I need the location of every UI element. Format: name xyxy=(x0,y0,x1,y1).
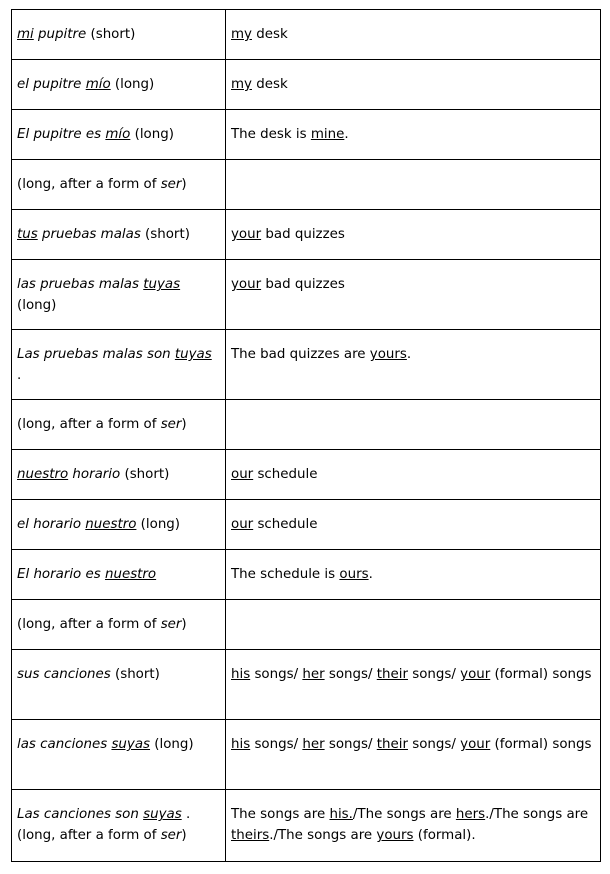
run: songs/ xyxy=(250,737,303,752)
run: horario xyxy=(68,467,121,482)
table-row xyxy=(12,10,601,60)
run: songs/ xyxy=(407,667,461,682)
spanish-cell xyxy=(12,790,226,862)
run: (long) xyxy=(150,737,194,752)
run: sus canciones xyxy=(17,667,111,682)
run: desk xyxy=(251,27,288,42)
run: The bad quizzes are xyxy=(231,347,370,362)
table-row xyxy=(12,210,601,260)
run: mío xyxy=(105,127,131,142)
spanish-cell xyxy=(12,260,226,330)
english-cell xyxy=(226,60,601,110)
run: songs/ xyxy=(250,667,303,682)
run: las canciones xyxy=(17,737,112,752)
english-cell xyxy=(226,790,601,862)
spanish-cell xyxy=(12,450,226,500)
run: ./The songs are xyxy=(485,807,589,822)
run: ser xyxy=(160,828,182,843)
run: . xyxy=(344,127,349,142)
run: ) xyxy=(181,177,187,192)
run: (long) xyxy=(130,127,174,142)
run: El pupitre es xyxy=(17,127,106,142)
run: (formal) songs xyxy=(490,737,592,752)
english-cell xyxy=(226,550,601,600)
run: (long, after a form of xyxy=(17,417,161,432)
spanish-cell xyxy=(12,550,226,600)
english-cell xyxy=(226,110,601,160)
run: mío xyxy=(85,77,111,92)
run: suyas xyxy=(143,807,182,822)
english-cell xyxy=(226,720,601,790)
run: (long) xyxy=(17,298,57,313)
run: (short) xyxy=(110,667,160,682)
run: his. xyxy=(329,807,353,822)
spanish-cell xyxy=(12,210,226,260)
run: ./The songs are xyxy=(269,828,377,843)
run: pruebas malas xyxy=(37,227,141,242)
english-cell xyxy=(226,160,601,210)
run: their xyxy=(376,667,408,682)
table-row xyxy=(12,330,601,400)
run: nuestro xyxy=(85,517,137,532)
spanish-cell xyxy=(12,10,226,60)
run: . xyxy=(406,347,412,362)
run: (long) xyxy=(136,517,181,532)
run: nuestro xyxy=(17,467,69,482)
run: /The songs are xyxy=(352,807,456,822)
run: mi xyxy=(17,27,34,42)
table-row xyxy=(12,600,601,650)
table-row xyxy=(12,450,601,500)
spanish-cell xyxy=(12,650,226,720)
run: songs/ xyxy=(407,737,461,752)
run: her xyxy=(302,737,325,752)
run: schedule xyxy=(253,467,318,482)
run: . xyxy=(17,368,22,383)
run: . (long, after a form of xyxy=(17,807,191,843)
run: ser xyxy=(160,417,182,432)
run: songs/ xyxy=(324,737,377,752)
english-cell xyxy=(226,210,601,260)
run: ours xyxy=(339,567,369,582)
spanish-cell xyxy=(12,720,226,790)
spanish-cell xyxy=(12,110,226,160)
table-row xyxy=(12,110,601,160)
run: hers xyxy=(455,807,486,822)
run: el pupitre xyxy=(17,77,86,92)
run: nuestro xyxy=(104,567,157,582)
run: his xyxy=(231,667,251,682)
run: our xyxy=(231,467,254,482)
english-cell xyxy=(226,500,601,550)
english-cell xyxy=(226,400,601,450)
run: yours xyxy=(369,347,407,362)
run: El horario es xyxy=(17,567,105,582)
run: desk xyxy=(251,77,288,92)
english-cell xyxy=(226,450,601,500)
table-row xyxy=(12,260,601,330)
spanish-cell xyxy=(12,160,226,210)
run: Las pruebas malas son xyxy=(17,347,175,362)
run: ser xyxy=(160,617,182,632)
spanish-cell xyxy=(12,600,226,650)
run: ) xyxy=(181,617,187,632)
run: your xyxy=(231,227,262,242)
run: bad quizzes xyxy=(261,277,345,292)
run: (long, after a form of xyxy=(17,177,161,192)
run: yours xyxy=(376,828,414,843)
run: las pruebas malas xyxy=(17,277,144,292)
table-row xyxy=(12,720,601,790)
run: songs/ xyxy=(324,667,377,682)
run: her xyxy=(302,667,325,682)
run: The songs are xyxy=(231,807,330,822)
run: The schedule is xyxy=(231,567,340,582)
english-cell xyxy=(226,10,601,60)
run: . xyxy=(368,567,373,582)
run: his xyxy=(231,737,251,752)
run: theirs xyxy=(231,828,270,843)
english-cell xyxy=(226,600,601,650)
table-row xyxy=(12,160,601,210)
run: (long) xyxy=(110,77,155,92)
table-row xyxy=(12,550,601,600)
run: tus xyxy=(17,227,38,242)
run: (formal). xyxy=(413,828,476,843)
run: tuyas xyxy=(143,277,181,292)
english-cell xyxy=(226,260,601,330)
run: (short) xyxy=(86,27,136,42)
spanish-cell xyxy=(12,330,226,400)
spanish-cell xyxy=(12,400,226,450)
spanish-cell xyxy=(12,60,226,110)
table-row xyxy=(12,60,601,110)
run: mine xyxy=(310,127,345,142)
run: schedule xyxy=(253,517,318,532)
run: suyas xyxy=(111,737,151,752)
run: The desk is xyxy=(231,127,311,142)
run: (formal) songs xyxy=(490,667,592,682)
run: (long, after a form of xyxy=(17,617,161,632)
run: pupitre xyxy=(33,27,87,42)
possessive-adjectives-table xyxy=(11,9,601,862)
run: their xyxy=(376,737,408,752)
run: tuyas xyxy=(174,347,212,362)
run: ) xyxy=(181,828,187,843)
run: my xyxy=(231,77,252,92)
run: your xyxy=(231,277,262,292)
table-row xyxy=(12,650,601,720)
run: your xyxy=(460,667,491,682)
run: my xyxy=(231,27,252,42)
run: bad quizzes xyxy=(261,227,345,242)
english-cell xyxy=(226,650,601,720)
table-row xyxy=(12,400,601,450)
spanish-cell xyxy=(12,500,226,550)
run: our xyxy=(231,517,254,532)
run: ser xyxy=(160,177,182,192)
table-row xyxy=(12,790,601,862)
run: Las canciones son xyxy=(17,807,144,822)
run: el horario xyxy=(17,517,86,532)
english-cell xyxy=(226,330,601,400)
run: your xyxy=(460,737,491,752)
table-row xyxy=(12,500,601,550)
run: ) xyxy=(181,417,187,432)
run: (short) xyxy=(140,227,190,242)
run: (short) xyxy=(120,467,170,482)
